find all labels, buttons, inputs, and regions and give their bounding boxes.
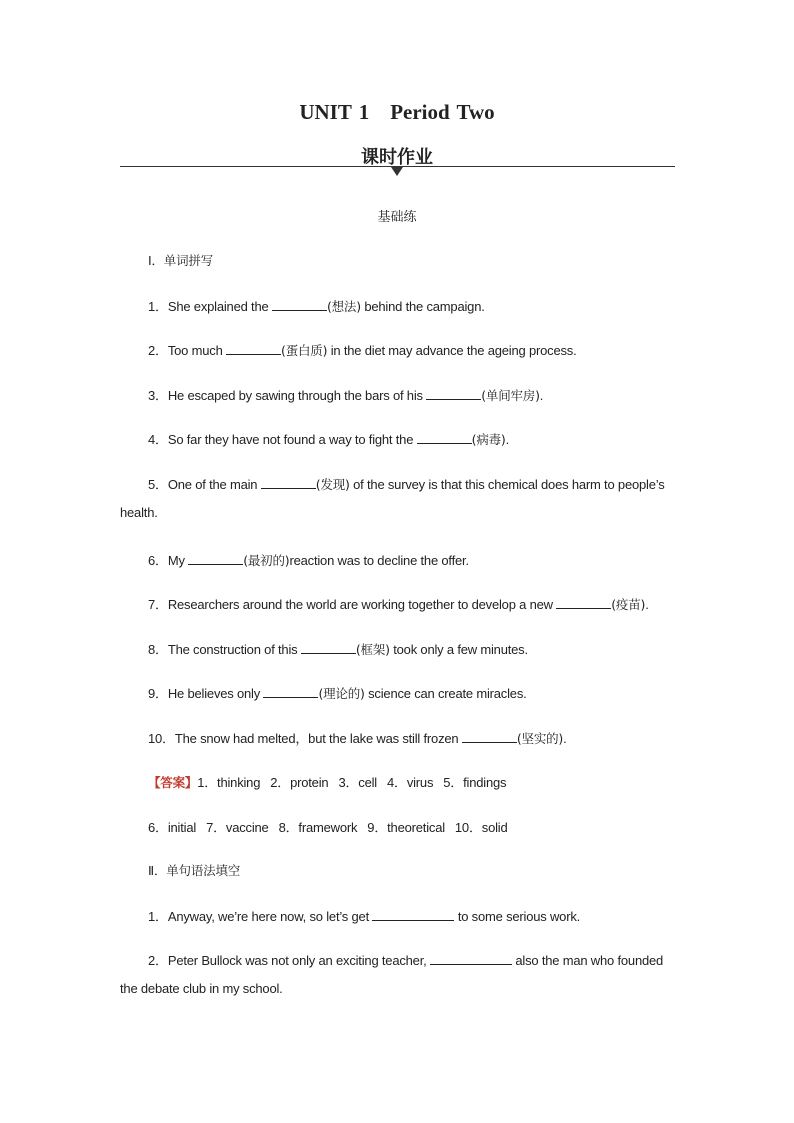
answer-item: 9．theoretical (367, 820, 445, 835)
question-item (120, 429, 708, 448)
triangle-marker-icon (391, 167, 403, 176)
answer-blank[interactable] (226, 342, 281, 355)
answer-blank[interactable] (261, 476, 316, 489)
question-number: 3． (148, 388, 168, 403)
question-item (120, 639, 708, 658)
question-text: My (167, 553, 189, 568)
question-text: . (645, 597, 649, 612)
question-text: The snow had melted，but the lake was still frozen (174, 731, 462, 746)
level-label: 基础练 (377, 210, 417, 225)
question-text: behind the campaign. (360, 299, 485, 314)
answer-blank[interactable] (556, 596, 611, 609)
question-text: . (563, 731, 567, 746)
question-text: took only a few minutes. (389, 642, 528, 657)
part2-heading: Ⅱ．单句语法填空 (148, 863, 241, 878)
question-text: She explained the (167, 299, 272, 314)
answer-blank[interactable] (426, 387, 481, 400)
question-number: 6． (148, 553, 168, 568)
page-title: UNIT 1 Period Two (299, 100, 495, 124)
question-text: The construction of this (167, 642, 301, 657)
chinese-hint: (最初的) (243, 553, 290, 568)
answer-item: 7．vaccine (206, 820, 269, 835)
answer-item: 1．thinking (197, 775, 261, 790)
chinese-hint: (框架) (355, 642, 390, 657)
question-text: Peter Bullock was not only an exciting teacher, (167, 953, 430, 968)
answer-blank[interactable] (417, 431, 472, 444)
answer-blank[interactable] (188, 552, 243, 565)
answer-label: 【答案】 (148, 775, 198, 790)
question-text: of the survey is that this chemical does harm to people’s (349, 477, 665, 492)
question-text: Anyway, we’re here now, so let’s get (167, 909, 373, 924)
question-continuation: the debate club in my school. (120, 981, 283, 996)
question-text: also the man who founded (511, 953, 664, 968)
answer-item: 3．cell (338, 775, 377, 790)
question-item (120, 683, 708, 702)
answer-blank[interactable] (462, 730, 517, 743)
question-number: 1． (148, 299, 168, 314)
answer-item: 8．framework (278, 820, 358, 835)
chinese-hint: (坚实的) (516, 731, 564, 746)
question-text: Too much (167, 343, 227, 358)
chinese-hint: (蛋白质) (281, 343, 328, 358)
question-text: reaction was to decline the offer. (289, 553, 469, 568)
answer-item: 10．solid (454, 820, 508, 835)
question-text: science can create miracles. (364, 686, 527, 701)
question-number: 4． (148, 432, 168, 447)
chinese-hint: (单间牢房) (481, 388, 540, 403)
question-text: to some serious work. (454, 909, 581, 924)
question-text: . (505, 432, 510, 447)
question-number: 9． (148, 686, 168, 701)
question-number: 1． (148, 909, 168, 924)
chinese-hint: (病毒) (471, 432, 506, 447)
answer-blank[interactable] (272, 298, 327, 311)
question-item (120, 906, 708, 925)
question-item (120, 594, 708, 613)
answer-blank[interactable] (263, 685, 318, 698)
answer-blank[interactable] (372, 908, 454, 921)
answer-item: 6．initial (148, 820, 197, 835)
page-subtitle: 课时作业 (361, 147, 433, 168)
question-text: One of the main (167, 477, 261, 492)
chinese-hint: (想法) (326, 299, 361, 314)
question-continuation: health. (120, 505, 158, 520)
chinese-hint: (发现) (315, 477, 350, 492)
answer-key-line (120, 817, 708, 836)
part1-heading: Ⅰ．单词拼写 (148, 253, 213, 268)
answer-key-line (120, 772, 708, 791)
question-text: Researchers around the world are working together to develop a new (167, 597, 557, 612)
answer-item: 5．findings (443, 775, 507, 790)
question-number: 7． (148, 597, 168, 612)
question-item (120, 728, 708, 747)
question-item (120, 950, 708, 969)
question-number: 5． (148, 477, 168, 492)
chinese-hint: (疫苗) (611, 597, 646, 612)
answer-item: 4．virus (386, 775, 434, 790)
question-text: He believes only (167, 686, 264, 701)
answer-blank[interactable] (430, 952, 512, 965)
question-text: . (539, 388, 544, 403)
question-number: 2． (148, 953, 168, 968)
question-item (120, 550, 708, 569)
question-item (120, 385, 708, 404)
answer-blank[interactable] (301, 641, 356, 654)
answer-item: 2．protein (270, 775, 329, 790)
question-text: So far they have not found a way to fight the (167, 432, 417, 447)
question-number: 2． (148, 343, 168, 358)
question-item (120, 340, 708, 359)
chinese-hint: (理论的) (318, 686, 365, 701)
question-item (120, 474, 708, 493)
question-number: 8． (148, 642, 168, 657)
question-item (120, 296, 708, 315)
question-number: 10． (148, 731, 175, 746)
question-text: He escaped by sawing through the bars of his (167, 388, 427, 403)
question-text: in the diet may advance the ageing process. (327, 343, 577, 358)
